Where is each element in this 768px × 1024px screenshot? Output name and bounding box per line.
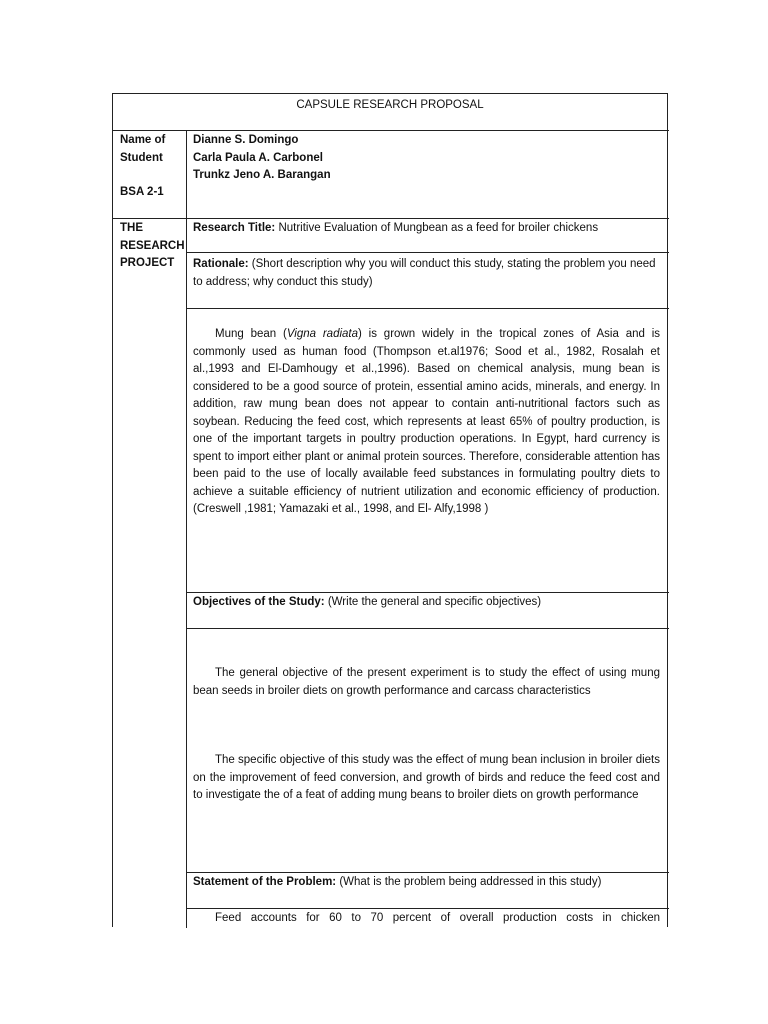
objective-specific: The specific objective of this study was the effect of mung bean inclusion in broiler diets on the improvement of feed conversion, and growth of birds and reduce the feed cost and to investigate the of a feat of adding mung beans to broiler diets on growth performance bbox=[193, 754, 660, 801]
student-label: Name of Student bbox=[120, 134, 166, 164]
divider bbox=[186, 252, 669, 253]
rationale-text: Mung bean (Vigna radiata) is grown widely in the tropical zones of Asia and is commonly used as human food (Thompson et.al1976; Sood et al., 1982, Rosalah et al.,1993 and El-Damhougy et al.,1996). Based on chemical analysis, mung bean is considered to be a good source of protein, essential amino acids, minerals, and energy. In addition, raw mung bean does not appear to contain anti-nutritional factors such as soybean. Reducing the feed cost, which represents at least 65% of poultry production, is one of the important targets in poultry production operations. In Egypt, hard currency is spent to import either plant or animal protein sources. Therefore, considerable attention has been paid to the use of locally available feed substances in formulating poultry diets to achieve a suitable efficiency of nutrient utilization and economic efficiency of production. (Creswell ,1981; Yamazaki et al., 1998, and El- Alfy,1998 ) bbox=[193, 328, 661, 515]
divider bbox=[186, 628, 669, 629]
divider bbox=[186, 308, 669, 309]
proposal-table bbox=[112, 93, 668, 927]
objectives-header bbox=[193, 594, 660, 612]
divider bbox=[186, 908, 669, 909]
divider bbox=[113, 130, 669, 131]
student-name: Carla Paula A. Carbonel bbox=[193, 151, 323, 164]
student-name: Dianne S. Domingo bbox=[193, 134, 299, 146]
column-divider bbox=[186, 130, 187, 928]
section-label: BSA 2-1 bbox=[120, 186, 164, 198]
objectives-label: Objectives of the Study: bbox=[193, 596, 325, 608]
rationale-header bbox=[193, 256, 660, 291]
problem-label: Statement of the Problem: bbox=[193, 876, 337, 888]
project-label: THE RESEARCH PROJECT bbox=[120, 222, 185, 269]
divider bbox=[186, 592, 669, 593]
objective-general: The general objective of the present experiment is to study the effect of using mung bean seeds in broiler diets on growth performance and carcass characteristics bbox=[193, 667, 660, 697]
divider bbox=[186, 872, 669, 873]
rationale-prompt: (Short description why you will conduct this study, stating the problem you need to address; why conduct this study) bbox=[193, 258, 656, 288]
divider bbox=[113, 218, 669, 219]
problem-text: Feed accounts for 60 to 70 percent of overall production costs in chicken bbox=[215, 912, 660, 924]
problem-prompt: (What is the problem being addressed in this study) bbox=[336, 876, 602, 888]
research-title bbox=[193, 220, 660, 238]
student-names bbox=[193, 132, 331, 185]
student-name: Trunkz Jeno A. Barangan bbox=[193, 169, 331, 181]
objectives-prompt: (Write the general and specific objectives) bbox=[324, 596, 542, 608]
research-title-value: Nutritive Evaluation of Mungbean as a feed for broiler chickens bbox=[275, 222, 599, 234]
document-title: CAPSULE RESEARCH PROPOSAL bbox=[296, 99, 484, 111]
problem-header bbox=[193, 874, 660, 892]
research-title-label: Research Title: bbox=[193, 222, 276, 234]
rationale-label: Rationale: bbox=[193, 258, 249, 270]
